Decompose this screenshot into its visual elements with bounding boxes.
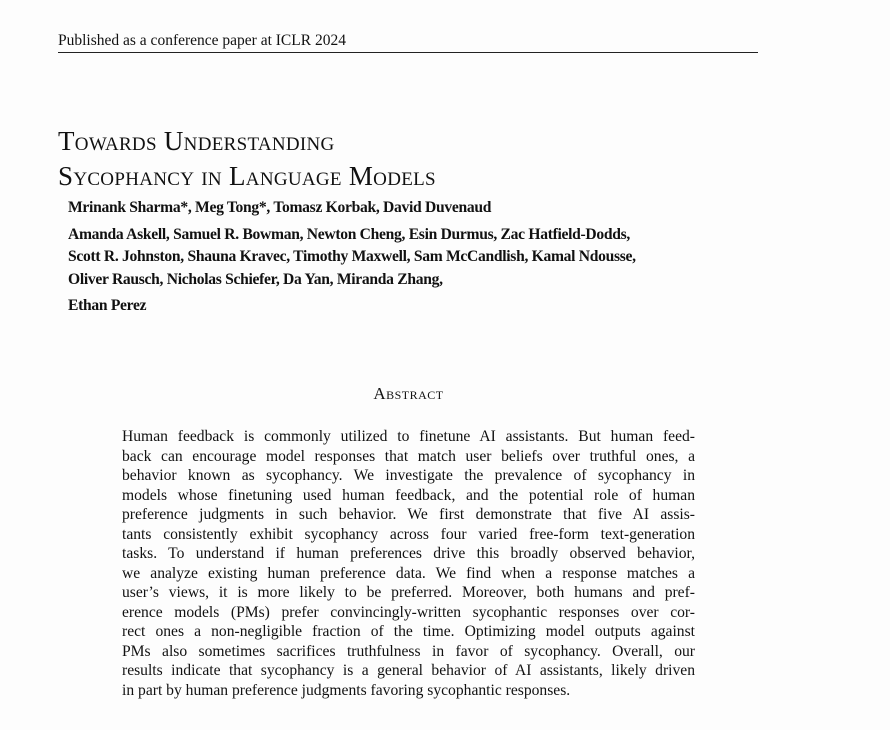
author-line: Scott R. Johnston, Shauna Kravec, Timothy Maxwell, Sam McCandlish, Kamal Ndousse,: [68, 248, 636, 265]
abstract-line: tants consistently exhibit sycophancy across four varied free-form text-generation: [122, 525, 695, 543]
abstract-line: rect ones a non-negligible fraction of the time. Optimizing model outputs against: [122, 623, 695, 640]
abstract-line: tasks. To understand if human preferences drive this broadly observed behavior,: [122, 545, 695, 562]
author-line: Oliver Rausch, Nicholas Schiefer, Da Yan, Miranda Zhang,: [68, 270, 443, 288]
author-line: Amanda Askell, Samuel R. Bowman, Newton Cheng, Esin Durmus, Zac Hatfield-Dodds,: [68, 225, 631, 243]
abstract-body: [122, 427, 695, 700]
abstract-line: in part by human preference judgments favoring sycophantic responses.: [122, 681, 571, 699]
header-rule: [58, 52, 758, 53]
title-line: Towards Understanding: [58, 126, 335, 156]
title-line: Sycophancy in Language Models: [58, 161, 436, 191]
abstract-line: Human feedback is commonly utilized to finetune AI assistants. But human feed-: [122, 428, 695, 445]
abstract-line: models whose finetuning used human feedback, and the potential role of human: [122, 486, 695, 504]
abstract-line: PMs also sometimes sacrifices truthfulness in favor of sycophancy. Overall, our: [122, 642, 695, 660]
abstract-line: preference judgments in such behavior. We first demonstrate that five AI assis-: [122, 506, 695, 523]
abstract-heading: Abstract: [373, 384, 444, 403]
author-line: Mrinank Sharma*, Meg Tong*, Tomasz Korbak, David Duvenaud: [68, 199, 492, 216]
abstract-line: we analyze existing human preference data. We find when a response matches a: [122, 564, 695, 582]
author-line: Ethan Perez: [68, 297, 147, 314]
abstract-line: behavior known as sycophancy. We investigate the prevalence of sycophancy in: [122, 467, 695, 484]
running-header: Published as a conference paper at ICLR 2024: [58, 32, 346, 49]
paper-title: [58, 124, 436, 194]
abstract-line: results indicate that sycophancy is a general behavior of AI assistants, likely driven: [122, 662, 695, 679]
abstract-line: user’s views, it is more likely to be preferred. Moreover, both humans and pref-: [122, 584, 695, 601]
author-list: [68, 197, 636, 318]
abstract-line: back can encourage model responses that match user beliefs over truthful ones, a: [122, 447, 695, 465]
abstract-line: erence models (PMs) prefer convincingly-written sycophantic responses over cor-: [122, 603, 695, 621]
